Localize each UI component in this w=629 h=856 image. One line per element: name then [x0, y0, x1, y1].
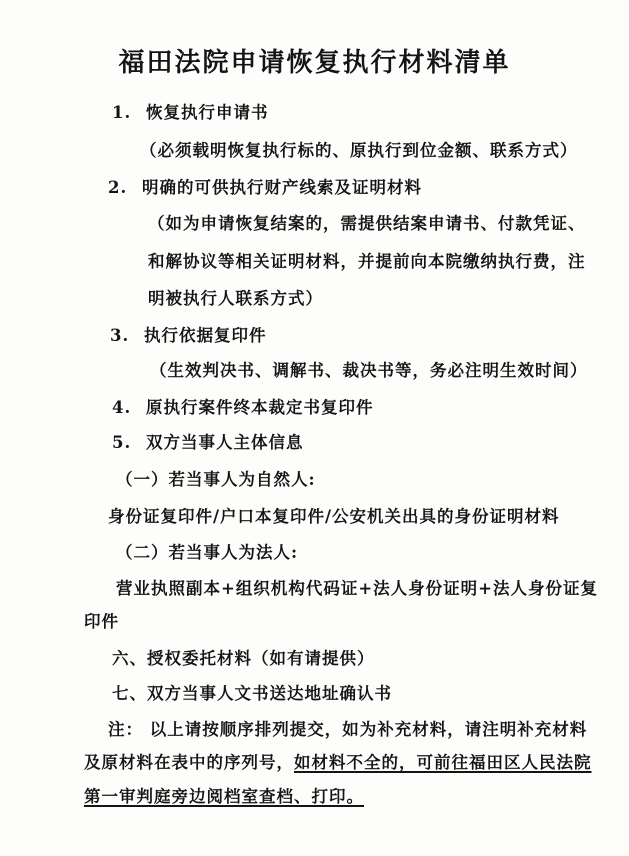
item-1-text: 恢复执行申请书: [145, 103, 269, 122]
item-4-text: 原执行案件终本裁定书复印件: [145, 398, 374, 417]
natural-person-heading: （一）若当事人为自然人:: [116, 470, 316, 489]
item-1: [112, 102, 268, 124]
item-6: 六、授权委托材料（如有请提供）: [112, 649, 375, 668]
footnote-line-3: [84, 786, 364, 808]
footnote-line-2-underlined: 如材料不全的，可前往福田区人民法院: [294, 753, 592, 772]
item-1-number: 1.: [112, 103, 132, 122]
item-7: 七、双方当事人文书送达地址确认书: [112, 684, 392, 703]
footnote-line-1: 注： 以上请按顺序排列提交，如为补充材料，请注明补充材料: [108, 720, 588, 739]
item-5: [112, 432, 303, 454]
item-2-note-line-2: 和解协议等相关证明材料，并提前向本院缴纳执行费，注: [148, 252, 586, 271]
item-2-text: 明确的可供执行财产线索及证明材料: [141, 178, 422, 197]
footnote-line-3-underlined: 第一审判庭旁边阅档室查档、打印。: [84, 787, 364, 806]
item-2-number: 2.: [108, 178, 128, 197]
item-2-note-line-1: （如为申请恢复结案的，需提供结案申请书、付款凭证、: [148, 214, 586, 233]
item-2-note-line-3: 明被执行人联系方式）: [148, 289, 323, 308]
footnote-line-2: [84, 752, 592, 774]
item-3: [110, 325, 266, 347]
item-4: [112, 397, 373, 419]
item-5-text: 双方当事人主体信息: [145, 433, 304, 452]
item-2: [108, 177, 422, 199]
item-1-note: （必须载明恢复执行标的、原执行到位金额、联系方式）: [140, 141, 578, 160]
document-title: 福田法院申请恢复执行材料清单: [118, 48, 511, 78]
item-3-text: 执行依据复印件: [143, 326, 267, 345]
legal-person-materials-line-1: 营业执照副本+组织机构代码证+法人身份证明+法人身份证复: [116, 579, 598, 598]
item-5-number: 5.: [112, 433, 132, 452]
legal-person-heading: （二）若当事人为法人:: [116, 543, 299, 562]
natural-person-materials: 身份证复印件/户口本复印件/公安机关出具的身份证明材料: [108, 507, 560, 526]
item-3-note: （生效判决书、调解书、裁决书等，务必注明生效时间）: [150, 361, 588, 380]
item-3-number: 3.: [110, 326, 130, 345]
item-4-number: 4.: [112, 398, 132, 417]
footnote-line-2-plain: 及原材料在表中的序列号，: [84, 753, 294, 772]
legal-person-materials-line-2: 印件: [84, 612, 119, 631]
